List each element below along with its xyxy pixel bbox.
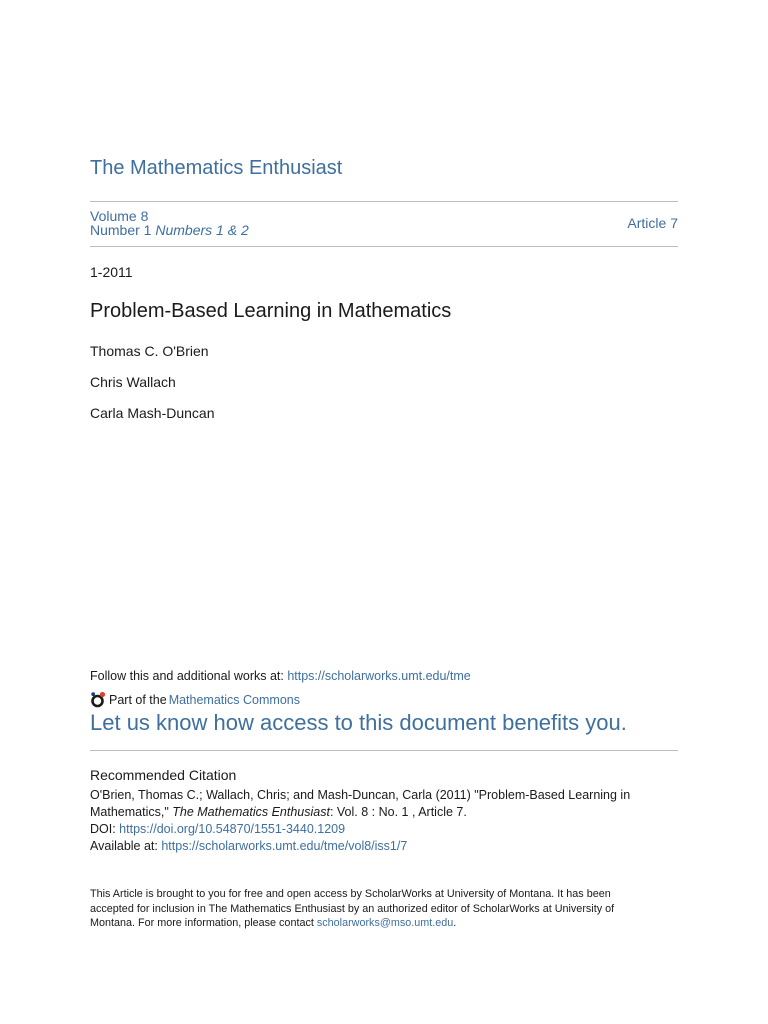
follow-line [90, 669, 471, 683]
footer-notice [90, 887, 680, 931]
journal-title-link[interactable]: The Mathematics Enthusiast [90, 157, 343, 179]
citation-line: O'Brien, Thomas C.; Wallach, Chris; and Mash-Duncan, Carla (2011) "Problem-Based Learning in [90, 788, 631, 802]
author-name: Chris Wallach [90, 374, 176, 390]
divider-citation [90, 750, 678, 751]
available-line [90, 838, 690, 855]
citation-block [90, 787, 690, 855]
doi-link[interactable]: https://doi.org/10.54870/1551-3440.1209 [119, 822, 346, 836]
doi-line [90, 821, 690, 838]
footer-line: accepted for inclusion in The Mathematics Enthusiast by an authorized editor of ScholarWorks at University of [90, 902, 615, 915]
contact-email-link[interactable]: scholarworks@mso.umt.edu [316, 917, 454, 929]
part-of-prefix: Part of the [109, 692, 167, 707]
article-link[interactable]: Article 7 [627, 215, 678, 231]
footer-line3-suffix: . [453, 917, 457, 929]
article-title: Problem-Based Learning in Mathematics [90, 300, 452, 322]
divider-issue [90, 246, 678, 247]
citation-line [90, 804, 690, 821]
available-link[interactable]: https://scholarworks.umt.edu/tme/vol8/iss1/7 [161, 839, 408, 853]
author-name: Thomas C. O'Brien [90, 343, 209, 359]
citation-line2-suffix: : Vol. 8 : No. 1 , Article 7. [329, 805, 467, 819]
network-commons-icon [90, 691, 107, 708]
follow-prefix: Follow this and additional works at: [90, 669, 288, 683]
doi-label: DOI: [90, 822, 120, 836]
follow-url-link[interactable]: https://scholarworks.umt.edu/tme [287, 669, 471, 683]
mathematics-commons-link[interactable]: Mathematics Commons [168, 692, 300, 707]
citation-journal: The Mathematics Enthusiast [172, 805, 330, 819]
part-of-line [90, 691, 300, 708]
author-name: Carla Mash-Duncan [90, 405, 215, 421]
divider-top [90, 201, 678, 202]
footer-line3-prefix: Montana. For more information, please contact [90, 917, 317, 929]
publication-date: 1-2011 [90, 264, 133, 280]
footer-line: This Article is brought to you for free and open access by ScholarWorks at University of Montana. It has been [90, 888, 611, 900]
numbers-label-link[interactable]: Numbers 1 & 2 [155, 222, 249, 238]
volume-link[interactable]: Volume 8 [90, 208, 149, 224]
citation-heading: Recommended Citation [90, 767, 237, 783]
footer-line [90, 916, 680, 931]
available-label: Available at: [90, 839, 162, 853]
citation-line2-prefix: Mathematics," [90, 805, 173, 819]
volume-block [90, 209, 249, 237]
number-link[interactable]: Number 1 [90, 222, 152, 238]
benefit-feedback-link[interactable]: Let us know how access to this document benefits you. [90, 710, 627, 735]
